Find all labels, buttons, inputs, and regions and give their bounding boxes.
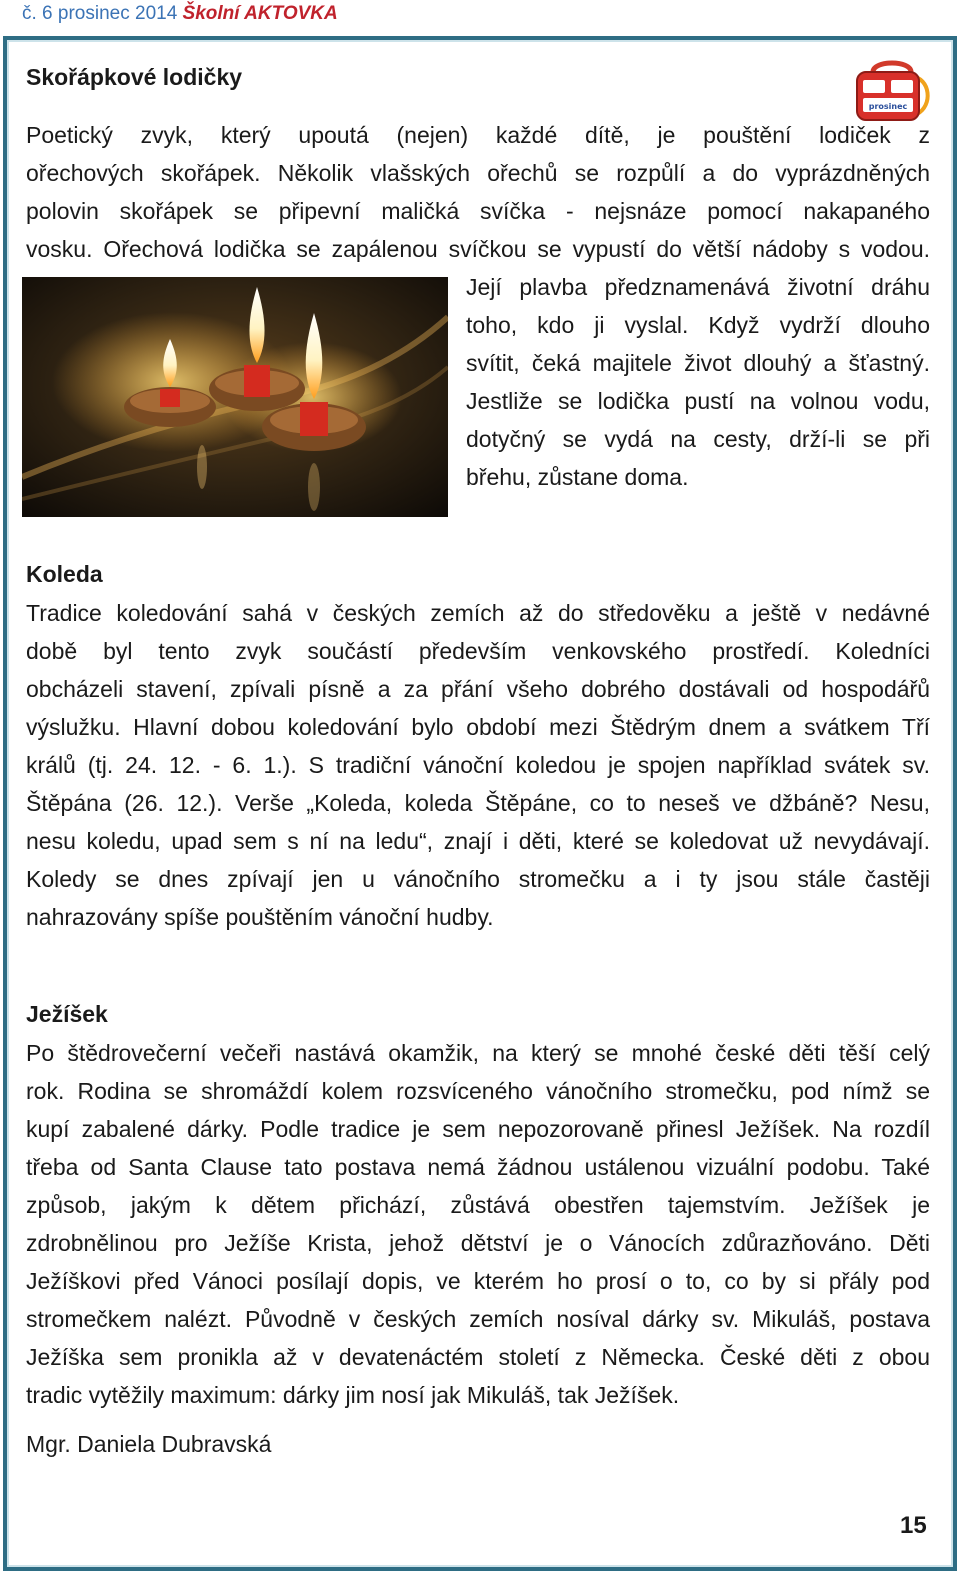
paragraph-line: třeba od Santa Clause tato postava nemá žádnou ustálenou vizuální podobu. Také	[26, 1154, 930, 1180]
paragraph-line: polovin skořápek se připevní maličká svíčka - nejsnáze pomocí nakapaného	[26, 198, 930, 224]
walnut-candle-boats-photo	[22, 277, 448, 517]
paragraph-line: svítit, čeká majitele život dlouhý a šťastný.	[466, 350, 930, 376]
paragraph-line: kupí zabalené dárky. Podle tradice je sem nepozorovaně přinesl Ježíšek. Na rozdíl	[26, 1116, 930, 1142]
paragraph-line: Štěpána (26. 12.). Verše „Koleda, koleda Štěpáne, co to neseš ve džbáně? Nesu,	[26, 790, 930, 816]
paragraph-line: způsob, jakým k dětem přichází, zůstává obestřen tajemstvím. Ježíšek je	[26, 1192, 930, 1218]
running-header	[22, 3, 338, 25]
paragraph-line: obcházeli stavení, zpívali písně a za přání všeho dobrého dostávali od hospodářů	[26, 676, 930, 702]
paragraph-line: nahrazovány spíše pouštěním vánoční hudby.	[26, 904, 494, 930]
paragraph-line: Po štědrovečerní večeři nastává okamžik, na který se mnohé české děti těší celý	[26, 1040, 930, 1066]
article-title-jezisek: Ježíšek	[26, 1001, 108, 1027]
svg-text:prosinec: prosinec	[868, 102, 908, 111]
paragraph-line: dotyčný se vydá na cesty, drží-li se při	[466, 426, 930, 452]
paragraph-line: Její plavba předznamenává životní dráhu	[466, 274, 930, 300]
paragraph-line: Poetický zvyk, který upoutá (nejen) každé dítě, je pouštění lodiček z	[26, 122, 930, 148]
paragraph-line: Jestliže se lodička pustí na volnou vodu,	[466, 388, 930, 414]
paragraph-line: Koledy se dnes zpívají jen u vánočního stromečku a i ty jsou stále častěji	[26, 866, 930, 892]
paragraph-line: vosku. Ořechová lodička se zapálenou svíčkou se vypustí do větší nádoby s vodou.	[26, 236, 930, 262]
paragraph-line: době byl tento zvyk součástí především venkovského prostředí. Koledníci	[26, 638, 930, 664]
magazine-title: Školní AKTOVKA	[182, 3, 338, 24]
paragraph-line: Ježíška sem pronikla až v devatenáctém století z Německa. České děti z obou	[26, 1344, 930, 1370]
article-title-koleda: Koleda	[26, 561, 103, 587]
paragraph-line: rok. Rodina se shromáždí kolem rozsvíceného vánočního stromečku, pod nímž se	[26, 1078, 930, 1104]
paragraph-line: stromečkem nalézt. Původně v českých zemích nosíval dárky sv. Mikuláš, postava	[26, 1306, 930, 1332]
page-number: 15	[900, 1512, 927, 1539]
paragraph-line: zdrobnělinou pro Ježíše Krista, jehož dětství je o Vánocích zdůrazňováno. Děti	[26, 1230, 930, 1256]
paragraph-line: výslužku. Hlavní dobou koledování bylo období mezi Štědrým dnem a svátkem Tří	[26, 714, 930, 740]
author-signature: Mgr. Daniela Dubravská	[26, 1431, 272, 1457]
paragraph-line: nesu koledu, upad sem s ní na ledu“, znají i děti, které se koledovat už nevydávají.	[26, 828, 930, 854]
paragraph-line: Tradice koledování sahá v českých zemích až do středověku a ještě v nedávné	[26, 600, 930, 626]
paragraph-line: toho, kdo ji vyslal. Když vydrží dlouho	[466, 312, 930, 338]
article-title-skorapkove-lodicky: Skořápkové lodičky	[26, 64, 243, 90]
paragraph-line: ořechových skořápek. Několik vlašských ořechů se rozpůlí a do vyprázdněných	[26, 160, 930, 186]
paragraph-line: králů (tj. 24. 12. - 6. 1.). S tradiční vánoční koledou je spojen například svátek sv.	[26, 752, 930, 778]
paragraph-line: Ježíškovi před Vánoci posílají dopis, ve kterém ho prosí o to, co by si přály pod	[26, 1268, 930, 1294]
paragraph-line: tradic vytěžily maximum: dárky jim nosí jak Mikuláš, tak Ježíšek.	[26, 1382, 680, 1408]
schoolbag-icon	[851, 58, 933, 124]
paragraph-line: břehu, zůstane doma.	[466, 464, 689, 490]
issue-label: č. 6 prosinec 2014	[22, 3, 178, 24]
